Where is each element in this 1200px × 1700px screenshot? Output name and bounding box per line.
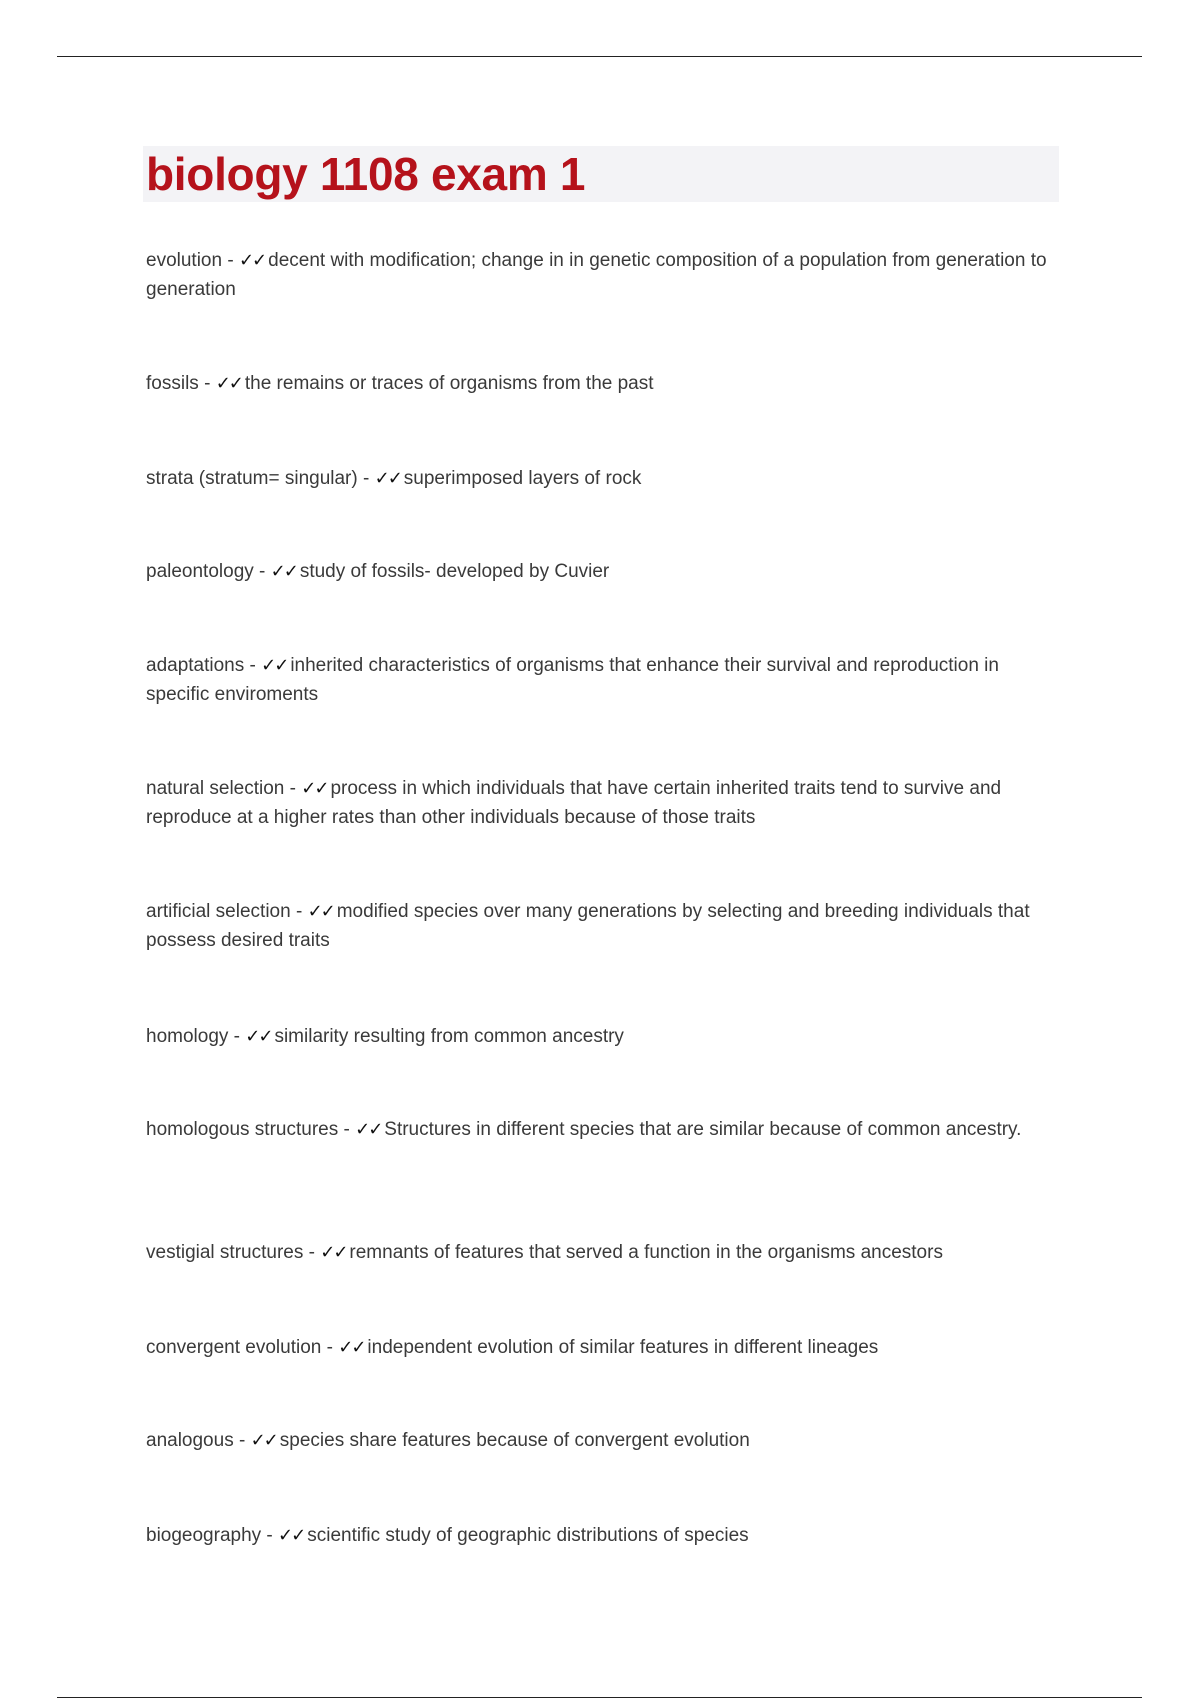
entry-separator: - (357, 468, 375, 489)
check-icon: ✓✓ (355, 1119, 382, 1140)
check-icon: ✓✓ (320, 1242, 347, 1263)
entry-term: vestigial structures (146, 1242, 304, 1263)
list-item (146, 246, 1061, 304)
check-icon: ✓✓ (215, 373, 242, 394)
entry-term: biogeography (146, 1525, 262, 1546)
list-item (146, 1426, 1061, 1455)
entry-term: artificial selection (146, 901, 291, 922)
entry-separator: - (261, 1525, 279, 1546)
entry-definition: modified species over many generations by selecting and breeding individuals that possess desired traits (146, 901, 1030, 951)
list-item (146, 1521, 1061, 1550)
entry-separator: - (338, 1119, 356, 1140)
entry-term: homology (146, 1026, 229, 1047)
entry-separator: - (303, 1242, 321, 1263)
check-icon: ✓✓ (301, 778, 328, 799)
entry-definition: remnants of features that served a function in the organisms ancestors (349, 1242, 943, 1263)
check-icon: ✓✓ (250, 1430, 277, 1451)
entry-term: strata (stratum= singular) (146, 468, 358, 489)
entry-definition: independent evolution of similar features in different lineages (367, 1337, 879, 1358)
check-icon: ✓✓ (238, 250, 266, 271)
entry-definition: superimposed layers of rock (403, 468, 642, 489)
list-item (146, 1022, 1061, 1051)
list-item (146, 1115, 1061, 1144)
list-item (146, 464, 1061, 493)
entry-separator: - (321, 1337, 339, 1358)
entry-definition: scientific study of geographic distributions of species (307, 1525, 749, 1546)
top-rule (57, 56, 1142, 57)
entry-definition: decent with modification; change in in genetic composition of a population from generation to generation (146, 250, 1047, 300)
entry-definition: the remains or traces of organisms from the past (244, 373, 654, 394)
list-item (146, 774, 1061, 832)
entry-term: adaptations (146, 655, 245, 676)
bottom-rule (57, 1697, 1142, 1698)
entry-definition: Structures in different species that are similar because of common ancestry. (384, 1119, 1022, 1140)
entry-definition: study of fossils- developed by Cuvier (299, 561, 610, 582)
entry-term: paleontology (146, 561, 254, 582)
entry-term: homologous structures (146, 1119, 339, 1140)
entry-separator: - (228, 1026, 246, 1047)
check-icon: ✓✓ (245, 1026, 272, 1047)
list-item (146, 651, 1061, 709)
entry-separator: - (253, 561, 271, 582)
check-icon: ✓✓ (261, 655, 288, 676)
check-icon: ✓✓ (278, 1525, 305, 1546)
list-item (146, 897, 1061, 955)
check-icon: ✓✓ (270, 561, 297, 582)
page-title: biology 1108 exam 1 (146, 148, 586, 200)
entry-term: convergent evolution (146, 1337, 322, 1358)
entry-term: natural selection (146, 778, 285, 799)
list-item (146, 1333, 1061, 1362)
entry-definition: process in which individuals that have certain inherited traits tend to survive and reproduce at a higher rates than other individuals because of those traits (146, 778, 1002, 828)
entry-term: analogous (146, 1430, 234, 1451)
check-icon: ✓✓ (374, 468, 401, 489)
entry-separator: - (198, 373, 216, 394)
entry-term: evolution (146, 250, 223, 271)
list-item (146, 1238, 1061, 1267)
entry-separator: - (290, 901, 308, 922)
entry-term: fossils (146, 373, 199, 394)
check-icon: ✓✓ (307, 901, 334, 922)
check-icon: ✓✓ (338, 1337, 365, 1358)
entry-definition: species share features because of convergent evolution (279, 1430, 750, 1451)
entry-definition: inherited characteristics of organisms that enhance their survival and reproduction in specific enviroments (146, 655, 999, 705)
entry-separator: - (284, 778, 302, 799)
entry-separator: - (233, 1430, 251, 1451)
entry-separator: - (222, 250, 239, 271)
entry-definition: similarity resulting from common ancestry (274, 1026, 624, 1047)
list-item (146, 557, 1061, 586)
entry-separator: - (244, 655, 262, 676)
list-item (146, 369, 1061, 398)
